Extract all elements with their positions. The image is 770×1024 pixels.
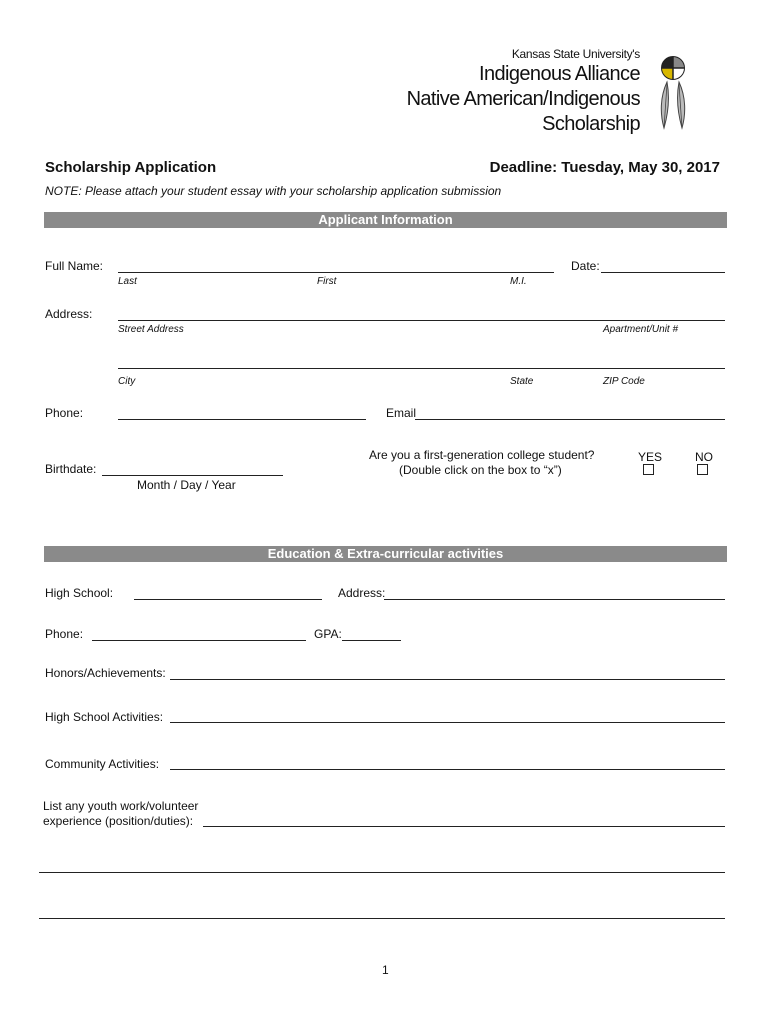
scholarship-title-line3: Scholarship	[542, 113, 640, 135]
school-address-label: Address:	[338, 586, 386, 600]
community-activities-field[interactable]	[170, 769, 725, 770]
school-phone-label: Phone:	[45, 627, 84, 641]
applicant-section-header: Applicant Information	[44, 212, 727, 228]
phone-field[interactable]	[118, 419, 366, 420]
email-label: Email	[386, 406, 417, 420]
gpa-label: GPA:	[314, 627, 342, 641]
street-address-label: Street Address	[118, 324, 184, 335]
birthdate-label: Birthdate:	[45, 462, 97, 476]
youth-work-extra-line-1[interactable]	[39, 872, 725, 873]
full-name-field[interactable]	[118, 272, 554, 273]
honors-label: Honors/Achievements:	[45, 666, 166, 680]
youth-work-extra-line-2[interactable]	[39, 918, 725, 919]
email-field[interactable]	[415, 419, 725, 420]
yes-checkbox[interactable]	[643, 464, 654, 475]
date-label: Date:	[571, 259, 600, 273]
scholarship-title-line2: Native American/Indigenous	[406, 88, 640, 110]
last-name-label: Last	[118, 276, 137, 287]
state-label: State	[510, 376, 534, 387]
apartment-label: Apartment/Unit #	[603, 324, 679, 335]
street-address-field[interactable]	[118, 320, 725, 321]
birthdate-field[interactable]	[102, 475, 283, 476]
middle-initial-label: M.I.	[510, 276, 527, 287]
youth-work-label-line2: experience (position/duties):	[43, 814, 194, 828]
phone-label: Phone:	[45, 406, 84, 420]
city-label: City	[118, 376, 136, 387]
birthdate-hint: Month / Day / Year	[137, 478, 236, 492]
youth-work-field[interactable]	[203, 826, 725, 827]
gpa-field[interactable]	[342, 640, 401, 641]
first-gen-question: Are you a first-generation college student?	[369, 448, 595, 462]
city-state-zip-field[interactable]	[118, 368, 725, 369]
education-section-header: Education & Extra-curricular activities	[44, 546, 727, 562]
high-school-field[interactable]	[134, 599, 322, 600]
deadline: Deadline: Tuesday, May 30, 2017	[489, 159, 720, 176]
full-name-label: Full Name:	[45, 259, 104, 273]
high-school-label: High School:	[45, 586, 114, 600]
address-label: Address:	[45, 307, 93, 321]
scholarship-title-line1: Indigenous Alliance	[479, 63, 640, 85]
form-title: Scholarship Application	[45, 159, 217, 176]
community-activities-label: Community Activities:	[45, 757, 160, 771]
zip-label: ZIP Code	[603, 376, 645, 387]
university-name: Kansas State University's	[511, 47, 640, 61]
no-label: NO	[695, 450, 713, 464]
medicine-wheel-feathers-icon	[652, 52, 694, 132]
first-name-label: First	[317, 276, 337, 287]
hs-activities-label: High School Activities:	[45, 710, 164, 724]
attachment-note: NOTE: Please attach your student essay with your scholarship application submission	[45, 184, 502, 198]
school-phone-field[interactable]	[92, 640, 306, 641]
no-checkbox[interactable]	[697, 464, 708, 475]
yes-label: YES	[638, 450, 663, 464]
hs-activities-field[interactable]	[170, 722, 725, 723]
first-gen-hint: (Double click on the box to “x”)	[399, 463, 562, 477]
school-address-field[interactable]	[384, 599, 725, 600]
honors-field[interactable]	[170, 679, 725, 680]
page-number: 1	[382, 963, 389, 977]
date-field[interactable]	[601, 272, 725, 273]
youth-work-label-line1: List any youth work/volunteer	[43, 799, 199, 813]
